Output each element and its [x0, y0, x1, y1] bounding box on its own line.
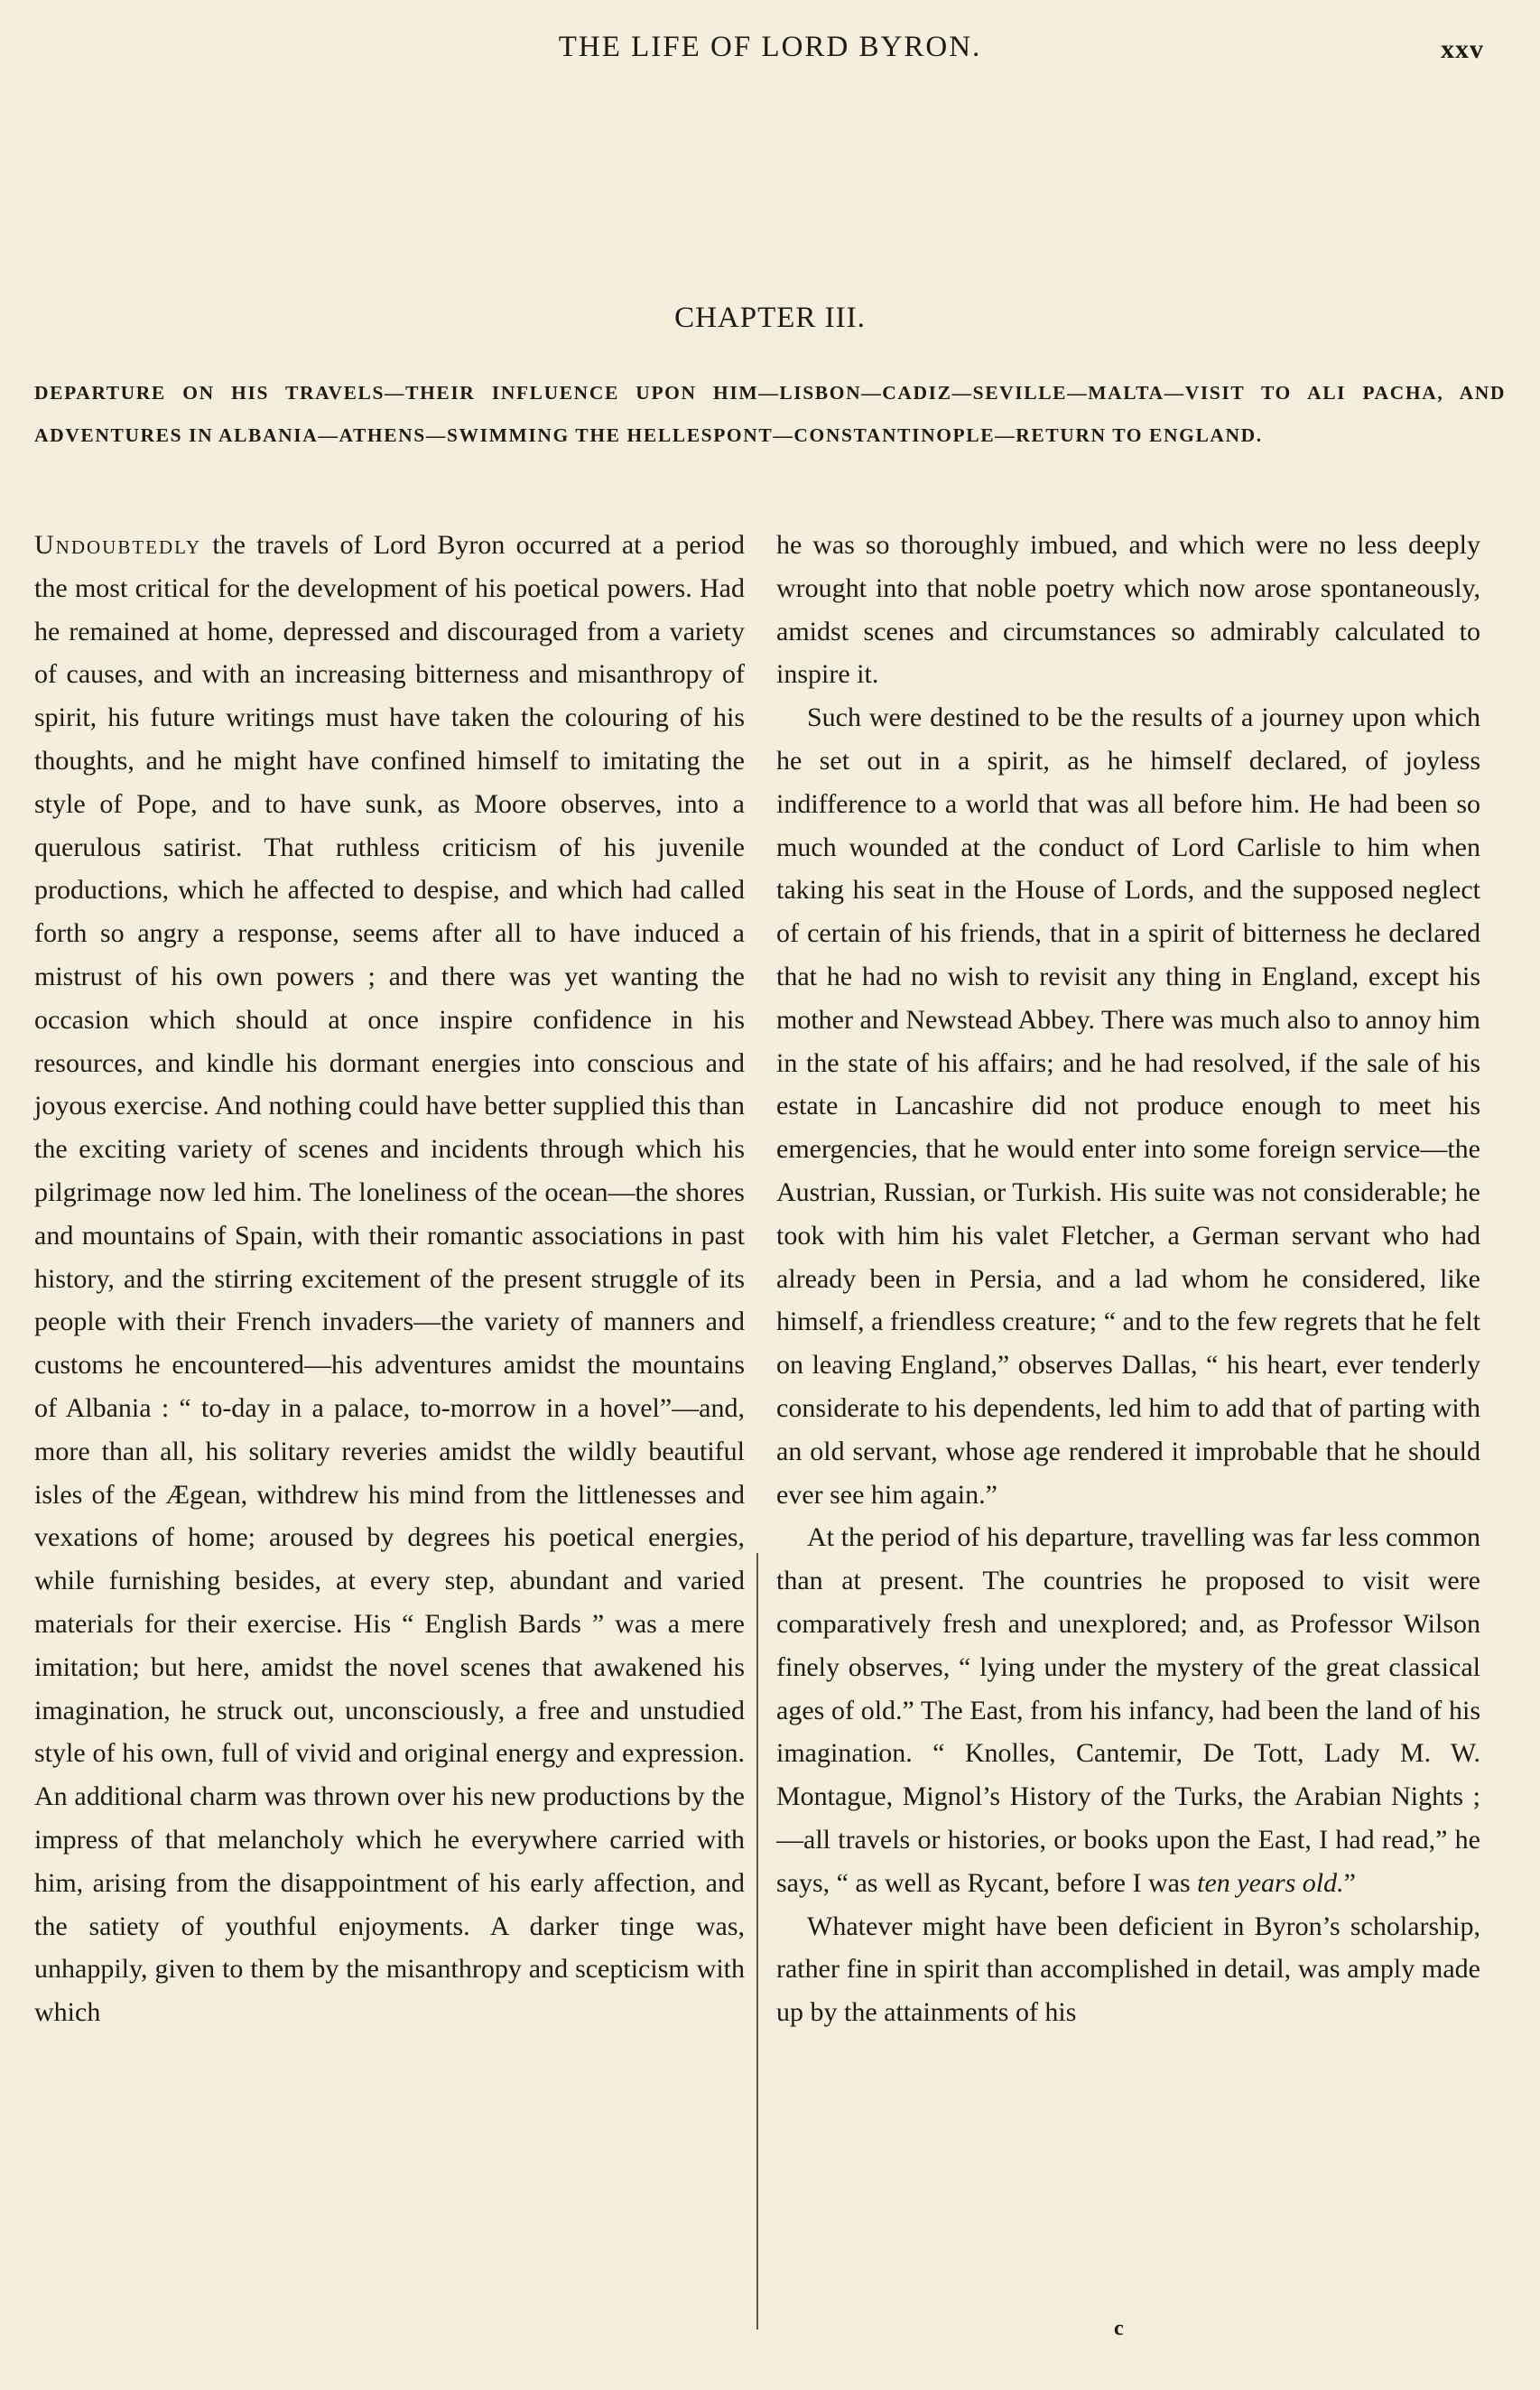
signature-mark: c	[1114, 2317, 1124, 2340]
italic-phrase: ten years old.	[1197, 1867, 1344, 1898]
column-divider	[756, 1553, 758, 2330]
left-column	[34, 524, 745, 2034]
paragraph-text: the travels of Lord Byron occurred at a period the most critical for the development of his poetical powers. Had he remained at home, depressed and discouraged from a variety of causes, and with an increasing bitterness and misanthropy of spirit, his future writings must have taken the colouring of his thoughts, and he might have confined himself to imitating the style of Pope, and to have sunk, as Moore observes, into a querulous satirist. That ruthless criticism of his juvenile productions, which he affected to despise, and which had called forth so angry a response, seems after all to have induced a mistrust of his own powers ; and there was yet wanting the occasion which should at once inspire confidence in his resources, and kindle his dormant energies into conscious and joyous exercise. And nothing could have better supplied this than the exciting variety of scenes and incidents through which his pilgrimage now led him. The loneliness of the ocean—the shores and mountains of Spain, with their romantic associations in past history, and the stirring excitement of the present struggle of its people with their French invaders—the variety of manners and customs he encountered—his adventures amidst the mountains of Albania : “ to-day in a palace, to-morrow in a hovel”—and, more than all, his solitary reveries amidst the wildly beautiful isles of the Ægean, withdrew his mind from the littlenesses and vexations of home; aroused by degrees his poetical energies, while furnishing besides, at every step, abundant and varied materials for their exercise. His “ English Bards ” was a mere imitation; but here, amidst the novel scenes that awakened his imagination, he struck out, unconsciously, a free and unstudied style of his own, full of vivid and original energy and expression. An additional charm was thrown over his new productions by the impress of that melancholy which he everywhere carried with him, arising from the disappointment of his early affection, and the satiety of youthful enjoyments. A darker tinge was, unhappily, given to them by the misanthropy and scepticism with which	[34, 530, 745, 2028]
paragraph: Such were destined to be the results of a journey upon which he set out in a spirit, as he himself declared, of joyless indifference to a world that was all before him. He had been so much wounded at the conduct of Lord Carlisle to him when taking his seat in the House of Lords, and the supposed neglect of certain of his friends, that in a spirit of bitterness he declared that he had no wish to revisit any thing in England, except his mother and Newstead Abbey. There was much also to annoy him in the state of his affairs; and he had resolved, if the sale of his estate in Lancashire did not produce enough to meet his emergencies, that he would enter into some foreign service—the Austrian, Russian, or Turkish. His suite was not considerable; he took with him his valet Fletcher, a German servant who had already been in Persia, and a lad whom he considered, like himself, a friendless creature; “ and to the few regrets that he felt on leaving England,” observes Dallas, “ his heart, ever tenderly considerate to his dependents, led him to add that of parting with an old servant, whose age rendered it improbable that he should ever see him again.”	[776, 702, 1480, 1510]
chapter-summary: DEPARTURE ON HIS TRAVELS—THEIR INFLUENCE UPON HIM—LISBON—CADIZ—SEVILLE—MALTA—VISIT TO ALI PACHA, AND ADVENTURES IN ALBANIA—ATHENS—SWIMMING THE HELLESPONT—CONSTANTINOPLE—RETURN TO ENGLAND.	[34, 382, 1506, 446]
paragraph-text: ”	[1343, 1867, 1356, 1898]
running-title: THE LIFE OF LORD BYRON.	[558, 31, 982, 63]
paragraph	[34, 524, 745, 2034]
paragraph: Whatever might have been deficient in Byron’s scholarship, rather fine in spirit than accomplished in detail, was amply made up by the attainments of his	[776, 1911, 1480, 2028]
page-number: xxv	[1441, 34, 1484, 64]
drop-lead-word: Undoubtedly	[34, 530, 202, 560]
chapter-title: CHAPTER III.	[674, 302, 866, 334]
paragraph: he was so thoroughly imbued, and which were no less deeply wrought into that noble poetry which now arose spontaneously, amidst scenes and circumstances so admirably calculated to inspire it.	[776, 530, 1480, 690]
paragraph-text: At the period of his departure, travelling was far less common than at present. The countries he proposed to visit were comparatively fresh and unexplored; and, as Professor Wilson finely observes, “ lying under the mystery of the great classical ages of old.” The East, from his infancy, had been the land of his imagination. “ Knolles, Cantemir, De Tott, Lady M. W. Montague, Mignol’s History of the Turks, the Arabian Nights ;—all travels or histories, or books upon the East, I had read,” he says, “ as well as Rycant, before I was	[776, 1522, 1480, 1898]
paragraph	[776, 1516, 1480, 1904]
right-column	[776, 524, 1480, 2034]
